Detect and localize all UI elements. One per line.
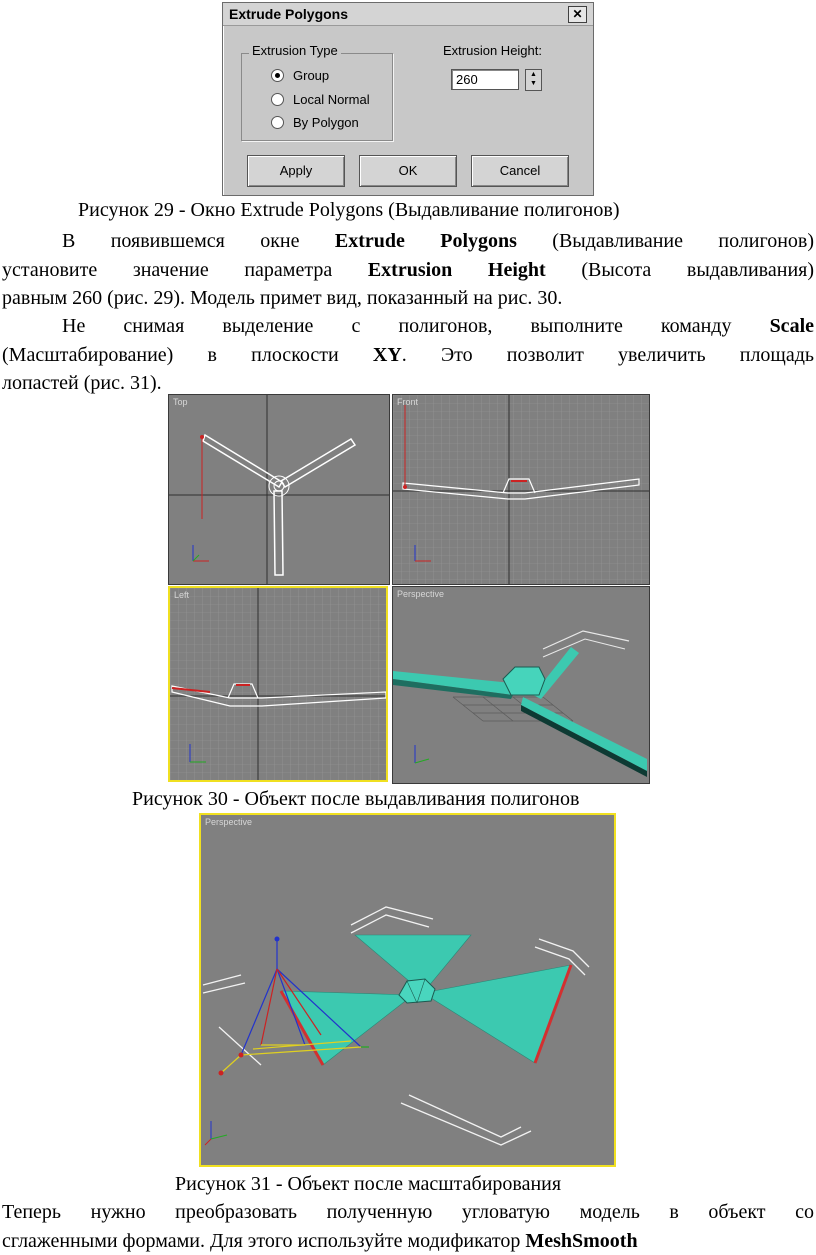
viewport-top[interactable] (168, 394, 390, 585)
viewport-top-label: Top (173, 397, 188, 407)
radio-local-normal[interactable] (271, 91, 370, 109)
figure-29-caption: Рисунок 29 - Окно Extrude Polygons (Выдавливание полигонов) (78, 199, 620, 221)
figure-31-caption: Рисунок 31 - Объект после масштабирования (175, 1173, 562, 1195)
viewport-perspective-large-label: Perspective (205, 817, 253, 827)
bold-term: XY (372, 343, 402, 366)
paragraph-2 (2, 312, 814, 398)
apply-button[interactable]: Apply (247, 155, 345, 187)
text: (Высота выдавливания) (545, 258, 814, 281)
viewport-top-scene (169, 395, 389, 584)
dialog-title-bar (223, 3, 593, 26)
viewport-left-label: Left (174, 590, 190, 600)
paragraph-2-line-1 (2, 312, 814, 341)
spinner-arrows-icon[interactable]: ▲ ▼ (525, 69, 542, 91)
radio-group[interactable] (271, 67, 329, 85)
radio-empty-icon[interactable] (271, 93, 284, 106)
text: Не снимая выделение с полигонов, выполните команду (62, 315, 770, 337)
paragraph-2-line-3: лопастей (рис. 31). (2, 372, 162, 394)
cancel-button[interactable]: Cancel (471, 155, 569, 187)
viewport-perspective-small[interactable] (392, 586, 650, 784)
text: (Выдавливание полигонов) (516, 230, 815, 252)
paragraph-3-line-1: Теперь нужно преобразовать полученную угловатую модель в объект со (2, 1201, 814, 1223)
close-icon[interactable]: ✕ (568, 6, 587, 23)
viewport-perspective-large[interactable] (199, 813, 616, 1167)
extrusion-height-input[interactable] (451, 69, 519, 90)
bold-term: Extrude Polygons (334, 230, 517, 252)
paragraph-3-line-2 (2, 1227, 814, 1255)
extrusion-height-label: Extrusion Height: (443, 43, 542, 58)
viewport-perspective-small-label: Perspective (397, 589, 445, 599)
viewport-left-scene (170, 588, 386, 780)
viewport-front[interactable] (392, 394, 650, 585)
ok-button[interactable]: OK (359, 155, 457, 187)
viewport-front-label: Front (397, 397, 419, 407)
radio-by-polygon-label: By Polygon (293, 115, 359, 131)
radio-group-label: Group (293, 68, 330, 84)
paragraph-1 (2, 227, 814, 313)
bold-term: MeshSmooth (525, 1229, 638, 1252)
paragraph-1-line-1 (2, 227, 814, 256)
radio-selected-icon[interactable] (271, 69, 284, 82)
bold-term: Extrusion Height (367, 258, 546, 281)
bold-term: Scale (769, 315, 814, 337)
paragraph-3 (2, 1198, 814, 1255)
radio-empty-icon[interactable] (271, 116, 284, 129)
text: установите значение параметра (2, 258, 368, 281)
viewport-front-scene (393, 395, 649, 584)
text: (Масштабирование) в плоскости (2, 343, 373, 366)
viewport-perspective-small-scene (393, 587, 649, 783)
radio-local-normal-label: Local Normal (293, 92, 370, 108)
extrude-polygons-dialog (222, 2, 594, 196)
text: . Это позволит увеличить площадь (401, 343, 814, 366)
radio-by-polygon[interactable] (271, 114, 359, 132)
text: В появившемся окне (62, 230, 335, 252)
paragraph-1-line-2 (2, 256, 814, 285)
dialog-title: Extrude Polygons (229, 6, 349, 22)
paragraph-2-line-2 (2, 341, 814, 370)
text: сглаженными формами. Для этого используйте модификатор (2, 1229, 526, 1252)
extrusion-type-label: Extrusion Type (249, 43, 341, 58)
viewport-left[interactable] (168, 586, 388, 782)
figure-30-caption: Рисунок 30 - Объект после выдавливания полигонов (132, 788, 580, 810)
viewport-perspective-large-scene (201, 815, 614, 1165)
extrusion-height-value: 260 (456, 72, 478, 87)
paragraph-1-line-3: равным 260 (рис. 29). Модель примет вид, показанный на рис. 30. (2, 287, 563, 309)
